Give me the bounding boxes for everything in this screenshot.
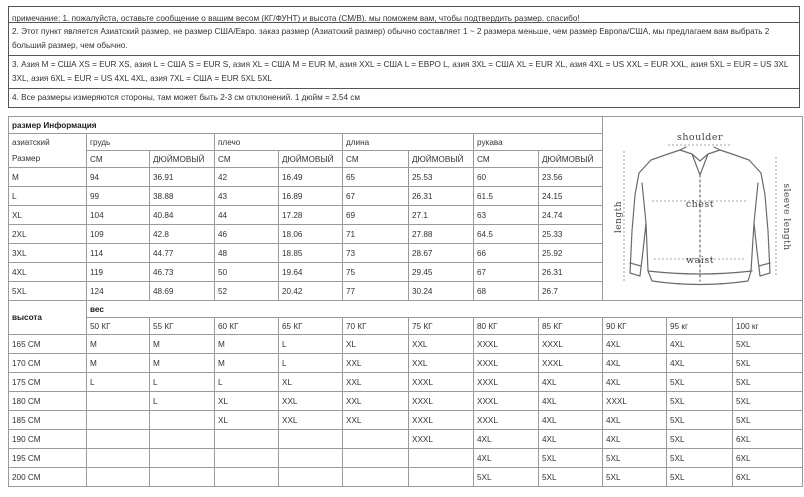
unit-header-cm: СМ: [87, 151, 150, 168]
measure-cell: 26.7: [539, 282, 603, 301]
recommended-size-cell: 6XL: [733, 430, 803, 449]
recommended-size-cell: L: [279, 354, 343, 373]
size-label: 2XL: [9, 225, 87, 244]
measure-cell: 114: [87, 244, 150, 263]
measure-cell: 60: [474, 168, 539, 187]
recommended-size-cell: XXXL: [409, 430, 474, 449]
note-3: 3. Азия М = США XS = EUR XS, азия L = США S = EUR S, азия XL = США M = EUR M, азия XXL = США L = ЕВРО L, азия 3XL = США XL = EUR XL, азия 4XL = US XXL = EUR XXL, азия 5XL = EUR = US 3XL 3XL, азия 6XL = EUR = US 4XL 4XL, азия 7XL = США = EUR 5XL 5XL: [8, 55, 800, 89]
recommended-size-cell: XXL: [409, 335, 474, 354]
weight-label-row: [9, 301, 803, 318]
row-label-header: азиатский Размер: [9, 134, 87, 168]
height-value: 180 СМ: [9, 392, 87, 411]
recommended-size-cell: XXL: [343, 354, 409, 373]
measure-cell: 67: [343, 187, 409, 206]
measure-cell: 46: [215, 225, 279, 244]
measure-cell: 119: [87, 263, 150, 282]
recommended-size-cell: 4XL: [603, 373, 667, 392]
group-header: плечо: [215, 134, 343, 151]
measure-cell: 27.88: [409, 225, 474, 244]
recommended-size-cell: [409, 449, 474, 468]
recommended-size-cell: XXXL: [409, 411, 474, 430]
recommended-size-cell: XXXL: [603, 392, 667, 411]
recommended-size-cell: 5XL: [667, 411, 733, 430]
measure-cell: 42.8: [150, 225, 215, 244]
waist-label: waist: [685, 254, 715, 266]
recommended-size-cell: XL: [215, 411, 279, 430]
recommended-size-cell: [215, 468, 279, 487]
recommended-size-cell: 5XL: [603, 449, 667, 468]
recommended-size-cell: L: [215, 373, 279, 392]
note-2: 2. Этот пункт является Азиатский размер, не размер США/Евро. заказ размер (Азиатский размер) обычно составляет 1 ~ 2 размера меньше, чем размер Европа/США, мы предлагаем вам выбрать 2 больший размер, чем обычно.: [8, 22, 800, 56]
measure-cell: 42: [215, 168, 279, 187]
size-label: 5XL: [9, 282, 87, 301]
measure-cell: 109: [87, 225, 150, 244]
measure-cell: 73: [343, 244, 409, 263]
chest-label: chest: [685, 198, 715, 210]
measure-cell: 124: [87, 282, 150, 301]
measure-cell: 50: [215, 263, 279, 282]
unit-header-cm: СМ: [474, 151, 539, 168]
recommended-size-cell: 4XL: [603, 354, 667, 373]
weight-header: 95 кг: [667, 318, 733, 335]
size-label: 3XL: [9, 244, 87, 263]
recommended-size-cell: XL: [279, 373, 343, 392]
recommended-size-cell: [279, 449, 343, 468]
recommended-size-cell: [215, 449, 279, 468]
unit-header-inch: ДЮЙМОВЫЙ: [279, 151, 343, 168]
measure-cell: 23.56: [539, 168, 603, 187]
measure-cell: 40.84: [150, 206, 215, 225]
measure-cell: 69: [343, 206, 409, 225]
recommended-size-cell: M: [87, 354, 150, 373]
recommended-size-cell: XXL: [343, 411, 409, 430]
weight-header: 75 КГ: [409, 318, 474, 335]
recommended-size-cell: M: [150, 335, 215, 354]
measure-cell: 63: [474, 206, 539, 225]
weight-header: 80 КГ: [474, 318, 539, 335]
table-row: [9, 373, 803, 392]
weight-header: 60 КГ: [215, 318, 279, 335]
measure-cell: 67: [474, 263, 539, 282]
recommended-size-cell: XXXL: [539, 335, 603, 354]
recommended-size-cell: L: [150, 373, 215, 392]
recommended-size-cell: XXXL: [409, 392, 474, 411]
measure-cell: 29.45: [409, 263, 474, 282]
recommended-size-cell: [150, 430, 215, 449]
recommended-size-cell: [150, 449, 215, 468]
measure-cell: 25.53: [409, 168, 474, 187]
unit-header-inch: ДЮЙМОВЫЙ: [409, 151, 474, 168]
measure-cell: 68: [474, 282, 539, 301]
measure-cell: 27.1: [409, 206, 474, 225]
recommended-size-cell: XL: [343, 335, 409, 354]
recommended-size-cell: 6XL: [733, 449, 803, 468]
measure-cell: 28.67: [409, 244, 474, 263]
recommended-size-cell: [215, 430, 279, 449]
measure-cell: 24.15: [539, 187, 603, 206]
recommended-size-cell: 5XL: [733, 411, 803, 430]
weight-header: 55 КГ: [150, 318, 215, 335]
recommended-size-cell: 5XL: [667, 449, 733, 468]
measure-cell: 52: [215, 282, 279, 301]
measure-cell: 20.42: [279, 282, 343, 301]
recommended-size-cell: 4XL: [667, 354, 733, 373]
sleeve-length-label: sleeve length: [781, 182, 791, 251]
measure-cell: 75: [343, 263, 409, 282]
measure-cell: 16.49: [279, 168, 343, 187]
measure-cell: 25.92: [539, 244, 603, 263]
height-value: 165 СМ: [9, 335, 87, 354]
measure-cell: 65: [343, 168, 409, 187]
length-label: length: [614, 200, 624, 233]
measure-cell: 24.74: [539, 206, 603, 225]
group-header: грудь: [87, 134, 215, 151]
recommended-size-cell: 5XL: [667, 373, 733, 392]
shirt-measure-icon: [606, 123, 794, 295]
recommended-size-cell: 5XL: [603, 468, 667, 487]
measure-cell: 48: [215, 244, 279, 263]
recommended-size-cell: [279, 468, 343, 487]
shirt-diagram: [603, 117, 803, 301]
measure-cell: 77: [343, 282, 409, 301]
recommended-size-cell: 4XL: [539, 392, 603, 411]
shirt-collar: [680, 147, 720, 175]
measure-cell: 25.33: [539, 225, 603, 244]
recommended-size-cell: XXL: [409, 354, 474, 373]
recommended-size-cell: 4XL: [539, 430, 603, 449]
unit-header-cm: СМ: [215, 151, 279, 168]
recommended-size-cell: [87, 449, 150, 468]
recommended-size-cell: XXXL: [474, 354, 539, 373]
recommended-size-cell: XXXL: [474, 392, 539, 411]
measure-cell: 26.31: [409, 187, 474, 206]
weight-label: вес: [87, 301, 803, 318]
recommended-size-cell: [87, 411, 150, 430]
recommended-size-cell: 4XL: [603, 335, 667, 354]
measure-cell: 44.77: [150, 244, 215, 263]
recommended-size-cell: 4XL: [539, 373, 603, 392]
recommended-size-cell: [150, 468, 215, 487]
recommended-size-cell: [343, 468, 409, 487]
table-row: [9, 392, 803, 411]
height-value: 170 СМ: [9, 354, 87, 373]
note-1: примечание: 1. пожалуйста, оставьте сообщение о вашим весом (КГ/ФУНТ) и высота (СМ/В). мы поможем вам, чтобы подтвердить размер. спасибо!: [8, 6, 800, 23]
weight-header: 85 КГ: [539, 318, 603, 335]
weight-header: 90 КГ: [603, 318, 667, 335]
recommended-size-cell: XXXL: [474, 411, 539, 430]
weight-table-body: [9, 301, 803, 487]
note-4: 4. Все размеры измеряются стороны, там может быть 2-3 см отклонений. 1 дюйм = 2.54 см: [8, 88, 800, 108]
measure-cell: 94: [87, 168, 150, 187]
measure-cell: 61.5: [474, 187, 539, 206]
measure-cell: 19.64: [279, 263, 343, 282]
size-table-title: размер Информация: [9, 117, 603, 134]
height-value: 195 СМ: [9, 449, 87, 468]
recommended-size-cell: 5XL: [733, 335, 803, 354]
recommended-size-cell: XXL: [279, 411, 343, 430]
measure-cell: 104: [87, 206, 150, 225]
recommended-size-cell: 6XL: [733, 468, 803, 487]
measure-cell: 46.73: [150, 263, 215, 282]
recommended-size-cell: XXXL: [474, 335, 539, 354]
recommended-size-cell: XXL: [343, 392, 409, 411]
recommended-size-cell: 4XL: [474, 449, 539, 468]
measure-cell: 71: [343, 225, 409, 244]
recommended-size-cell: 5XL: [733, 392, 803, 411]
measure-cell: 16.89: [279, 187, 343, 206]
unit-header-inch: ДЮЙМОВЫЙ: [539, 151, 603, 168]
measure-cell: 38.88: [150, 187, 215, 206]
recommended-size-cell: [87, 392, 150, 411]
recommended-size-cell: [87, 430, 150, 449]
recommended-size-cell: M: [215, 354, 279, 373]
recommended-size-cell: 5XL: [733, 354, 803, 373]
measure-cell: 66: [474, 244, 539, 263]
recommended-size-cell: XXL: [279, 392, 343, 411]
shoulder-label: shoulder: [676, 131, 724, 143]
group-header: рукава: [474, 134, 603, 151]
measure-cell: 44: [215, 206, 279, 225]
table-row: [9, 430, 803, 449]
measure-cell: 64.5: [474, 225, 539, 244]
recommended-size-cell: 5XL: [667, 468, 733, 487]
table-row: [9, 449, 803, 468]
recommended-size-cell: [409, 468, 474, 487]
recommended-size-cell: 4XL: [474, 430, 539, 449]
measure-cell: 26.31: [539, 263, 603, 282]
height-value: 190 СМ: [9, 430, 87, 449]
height-label: высота: [9, 301, 87, 335]
recommended-size-cell: 4XL: [603, 411, 667, 430]
recommended-size-cell: M: [215, 335, 279, 354]
size-label: M: [9, 168, 87, 187]
recommended-size-cell: XXL: [343, 373, 409, 392]
weight-header-row: [9, 318, 803, 335]
unit-header-inch: ДЮЙМОВЫЙ: [150, 151, 215, 168]
recommended-size-cell: 4XL: [667, 335, 733, 354]
recommended-size-cell: 5XL: [667, 392, 733, 411]
measure-cell: 48.69: [150, 282, 215, 301]
recommended-size-cell: [343, 430, 409, 449]
measure-cell: 43: [215, 187, 279, 206]
notes-block: [8, 7, 800, 108]
height-value: 185 СМ: [9, 411, 87, 430]
recommended-size-cell: [87, 468, 150, 487]
measure-cell: 30.24: [409, 282, 474, 301]
recommended-size-cell: L: [150, 392, 215, 411]
recommended-size-cell: [279, 430, 343, 449]
recommended-size-cell: M: [150, 354, 215, 373]
recommended-size-cell: L: [279, 335, 343, 354]
recommended-size-cell: XL: [215, 392, 279, 411]
recommended-size-cell: M: [87, 335, 150, 354]
measure-cell: 99: [87, 187, 150, 206]
height-value: 200 СМ: [9, 468, 87, 487]
recommended-size-cell: 4XL: [539, 411, 603, 430]
unit-header-cm: СМ: [343, 151, 409, 168]
recommended-size-cell: 5XL: [539, 449, 603, 468]
measure-cell: 18.06: [279, 225, 343, 244]
recommended-size-cell: [343, 449, 409, 468]
table-row: [9, 354, 803, 373]
table-row: [9, 335, 803, 354]
size-label: L: [9, 187, 87, 206]
measure-cell: 36.91: [150, 168, 215, 187]
recommended-size-cell: XXXL: [474, 373, 539, 392]
recommended-size-cell: 5XL: [539, 468, 603, 487]
recommended-size-cell: 5XL: [733, 373, 803, 392]
size-label: XL: [9, 206, 87, 225]
table-row: [9, 468, 803, 487]
weight-header: 100 кг: [733, 318, 803, 335]
recommended-size-cell: L: [87, 373, 150, 392]
table-row: [9, 411, 803, 430]
recommended-size-cell: 5XL: [474, 468, 539, 487]
group-header: длина: [343, 134, 474, 151]
recommended-size-cell: XXXL: [409, 373, 474, 392]
recommended-size-cell: 4XL: [603, 430, 667, 449]
recommended-size-cell: 5XL: [667, 430, 733, 449]
size-chart-table: [8, 116, 803, 487]
recommended-size-cell: XXXL: [539, 354, 603, 373]
measure-cell: 17.28: [279, 206, 343, 225]
measure-cell: 18.85: [279, 244, 343, 263]
height-value: 175 СМ: [9, 373, 87, 392]
recommended-size-cell: [150, 411, 215, 430]
weight-header: 50 КГ: [87, 318, 150, 335]
weight-header: 65 КГ: [279, 318, 343, 335]
weight-header: 70 КГ: [343, 318, 409, 335]
size-table-body: [9, 117, 803, 301]
size-label: 4XL: [9, 263, 87, 282]
